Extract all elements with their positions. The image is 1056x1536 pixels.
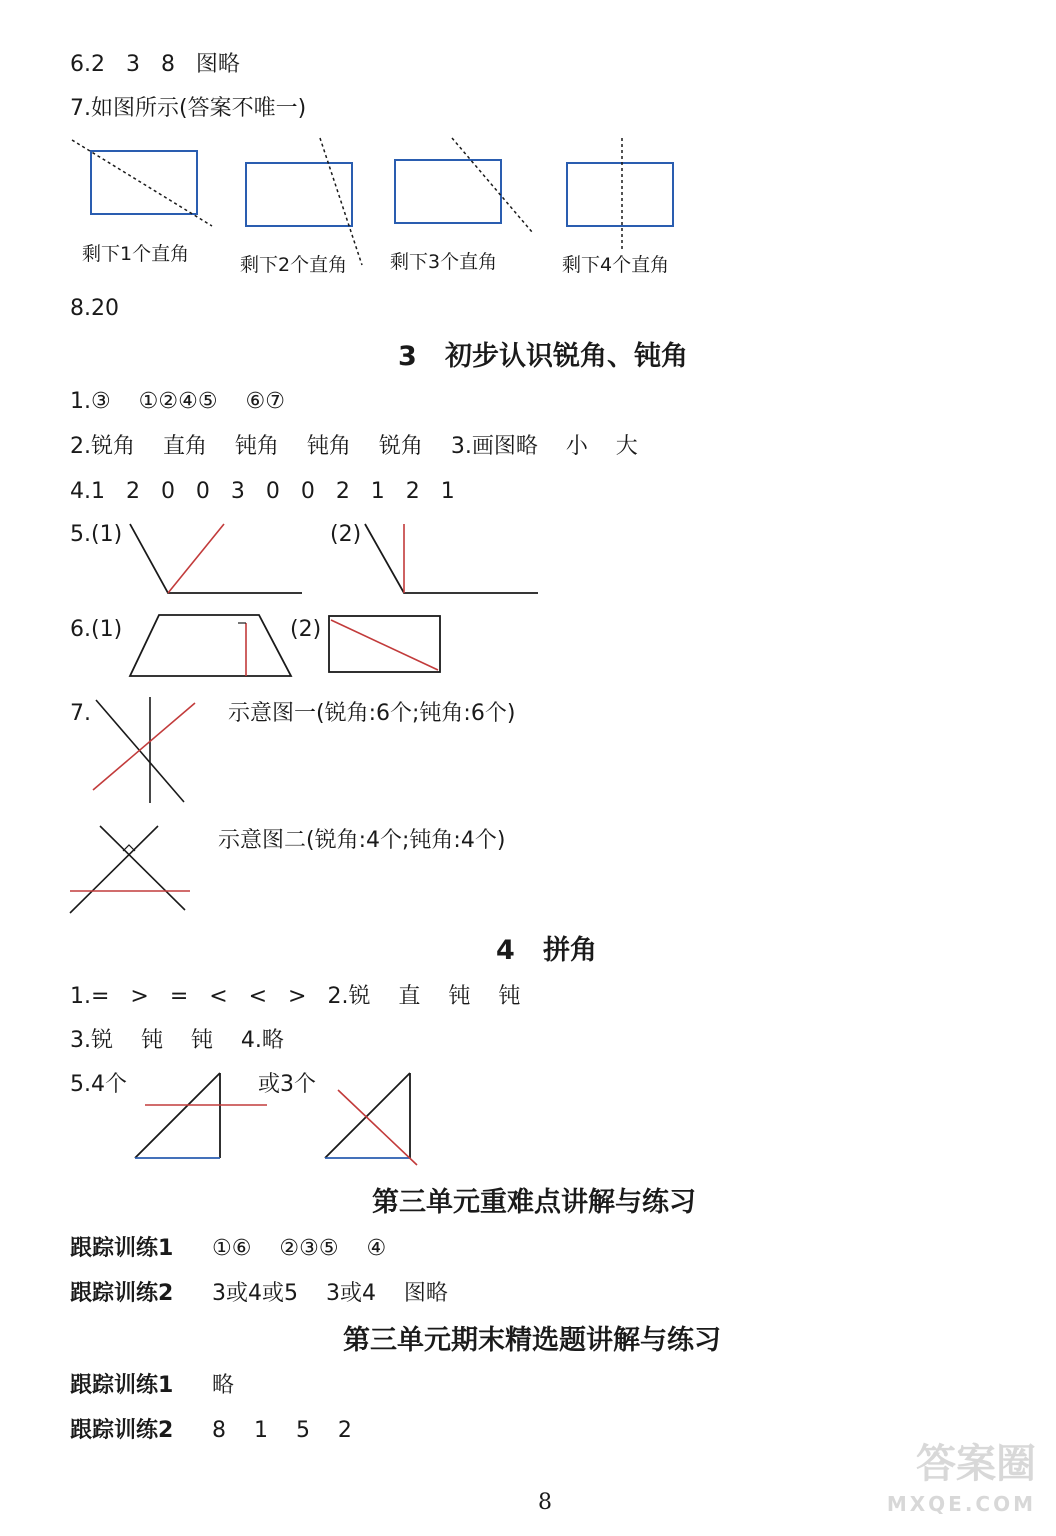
fig7-caption-2: 剩下2个直角	[240, 254, 348, 276]
s3-q7-diagram1-caption: 示意图一(锐角:6个;钝角:6个)	[228, 701, 516, 726]
unit3-key-title: 第三单元重难点讲解与练习	[372, 1187, 696, 1218]
unit3-key-t2-value: 3或4或5 3或4 图略	[212, 1281, 448, 1306]
unit3-final-title: 第三单元期末精选题讲解与练习	[343, 1325, 721, 1356]
watermark-logo: 答案圈	[916, 1441, 1036, 1487]
s3-q5-1-label: 5.(1)	[70, 522, 123, 547]
fig7-caption-1: 剩下1个直角	[82, 243, 190, 265]
s4-q5-label-a: 5.4个	[70, 1072, 127, 1097]
unit3-final-t1-label: 跟踪训练1	[70, 1373, 174, 1398]
unit3-key-t1-label: 跟踪训练1	[70, 1236, 174, 1261]
watermark	[886, 1441, 1036, 1524]
s4-q5-label-b: 或3个	[258, 1072, 316, 1097]
s3-q7-diagram2-caption: 示意图二(锐角:4个;钝角:4个)	[218, 828, 506, 853]
unit3-final-t1-value: 略	[212, 1373, 235, 1398]
s4-tri2-red-line	[338, 1090, 417, 1165]
s3-q7-label: 7.	[70, 701, 91, 726]
fig7-caption-3: 剩下3个直角	[390, 251, 498, 273]
s4-answer-1-2: 1.= > = < < > 2.锐 直 钝 钝	[70, 984, 521, 1009]
unit3-key-t2-label: 跟踪训练2	[70, 1281, 174, 1306]
s3-q5-2-label: (2)	[330, 522, 362, 547]
page-number: 8	[538, 1490, 552, 1515]
s4-answer-3-4: 3.锐 钝 钝 4.略	[70, 1028, 284, 1053]
unit3-key-t1-value: ①⑥ ②③⑤ ④	[212, 1236, 387, 1261]
watermark-url: MXQE.COM	[886, 1492, 1036, 1516]
unit3-final-t2-value: 8 1 5 2	[212, 1418, 352, 1443]
s3-q6-1-label: 6.(1)	[70, 617, 123, 642]
answer-6-2: 6.2 3 8 图略	[70, 52, 240, 77]
answer-7-title: 7.如图所示(答案不唯一)	[70, 96, 307, 121]
fig7-caption-4: 剩下4个直角	[562, 254, 670, 276]
s3-answer-1: 1.③ ①②④⑤ ⑥⑦	[70, 389, 285, 414]
unit3-final-t2-label: 跟踪训练2	[70, 1418, 174, 1443]
s3-answer-2-3: 2.锐角 直角 钝角 钝角 锐角 3.画图略 小 大	[70, 434, 638, 459]
s3-q6-2-label: (2)	[290, 617, 322, 642]
section-4-title: 4 拼角	[496, 935, 597, 966]
s3-answer-4: 4.1 2 0 0 3 0 0 2 1 2 1	[70, 479, 455, 504]
answer-8: 8.20	[70, 296, 119, 321]
s4-tri1-hypotenuse	[135, 1073, 220, 1158]
section-3-title: 3 初步认识锐角、钝角	[398, 341, 688, 372]
